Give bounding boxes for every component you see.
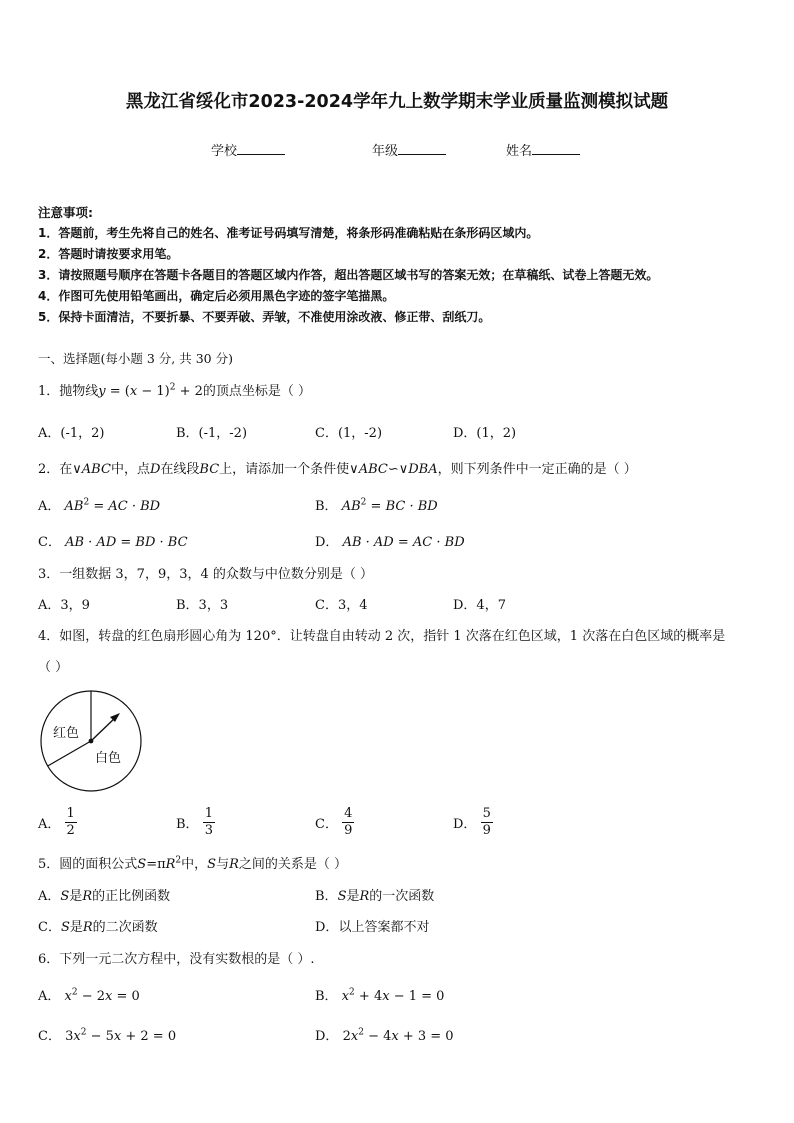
page-title: 黑龙江省绥化市2023-2024学年九上数学期末学业质量监测模拟试题 bbox=[125, 92, 669, 112]
school-blank bbox=[237, 142, 285, 155]
name-label: 姓名 bbox=[506, 144, 533, 159]
q3-option-a[interactable]: A．3，9 bbox=[38, 598, 90, 613]
spinner-center bbox=[89, 739, 94, 744]
q4-option-a[interactable] bbox=[38, 806, 77, 839]
sector-boundary-lower bbox=[48, 741, 91, 766]
option-label: C． bbox=[38, 920, 61, 935]
q4-option-c[interactable] bbox=[315, 806, 354, 839]
var-s: S bbox=[337, 889, 347, 904]
school-label: 学校 bbox=[211, 144, 238, 159]
var-r: R bbox=[82, 889, 93, 904]
q1-option-c[interactable]: C．(1，-2) bbox=[315, 426, 383, 441]
option-label: B． bbox=[315, 889, 338, 904]
text: 是 bbox=[69, 889, 83, 904]
text: 以上答案都不对 bbox=[338, 920, 430, 935]
q4-option-b[interactable] bbox=[176, 806, 215, 839]
option-label: A． bbox=[38, 889, 61, 904]
q5-option-c[interactable] bbox=[38, 916, 158, 935]
q1-option-d[interactable]: D．(1，2) bbox=[453, 426, 517, 441]
fraction bbox=[203, 806, 215, 839]
q2-option-d-formula: AB · AD = AC · BD bbox=[342, 535, 465, 550]
q6-option-d[interactable] bbox=[315, 1025, 454, 1044]
question-1 bbox=[38, 380, 311, 399]
red-sector-label: 红色 bbox=[53, 726, 80, 741]
numerator: 5 bbox=[482, 806, 491, 821]
denominator: 9 bbox=[344, 823, 353, 838]
q1-formula: y bbox=[98, 384, 106, 399]
q6-option-a-formula: $x^2 - 2x = 0$ bbox=[64, 987, 140, 1004]
grade-blank bbox=[398, 142, 446, 155]
text: 的正比例函数 bbox=[92, 889, 171, 904]
q2-t3: 在线段 bbox=[160, 462, 200, 477]
question-2 bbox=[38, 458, 637, 477]
option-label: B． bbox=[315, 989, 338, 1004]
q2-option-c[interactable] bbox=[38, 531, 188, 550]
q6-option-c[interactable] bbox=[38, 1025, 176, 1044]
q5-t3: 与 bbox=[216, 857, 230, 872]
question-4-paren: （ ） bbox=[38, 660, 69, 675]
var-r: R bbox=[82, 920, 93, 935]
school-field bbox=[211, 140, 285, 159]
q4-option-d[interactable] bbox=[453, 806, 493, 839]
q1-option-b[interactable]: B．(-1，-2) bbox=[176, 426, 248, 441]
text: 的二次函数 bbox=[92, 920, 158, 935]
option-label: D． bbox=[315, 1029, 339, 1044]
option-label: C． bbox=[38, 535, 61, 550]
numerator: 1 bbox=[204, 806, 213, 821]
grade-field bbox=[372, 140, 446, 159]
q2-option-a[interactable] bbox=[38, 495, 160, 514]
q3-option-b[interactable]: B．3，3 bbox=[176, 598, 229, 613]
q2-option-a-formula: $AB^2$ = AC · BD bbox=[64, 497, 161, 514]
q5-var-r: R bbox=[229, 857, 239, 872]
note-item: 1．答题前，考生先将自己的姓名、准考证号码填写清楚，将条形码准确粘贴在条形码区域内。 bbox=[38, 226, 539, 240]
option-label: C． bbox=[38, 1029, 61, 1044]
question-6: 6．下列一元二次方程中，没有实数根的是（ ）. bbox=[38, 952, 315, 967]
q2-segment-bc: BC bbox=[199, 462, 220, 477]
option-label: D． bbox=[315, 535, 339, 550]
q2-t1: 2．在 bbox=[38, 462, 73, 477]
q5-var-s: S bbox=[207, 857, 217, 872]
q2-option-b-formula: $AB^2$ = BC · BD bbox=[341, 497, 438, 514]
denominator: 2 bbox=[66, 823, 75, 838]
q5-formula: $S=\pi R^2$ bbox=[137, 855, 182, 872]
denominator: 9 bbox=[482, 823, 491, 838]
fraction bbox=[481, 806, 493, 839]
q2-similar: ∨ABC∽∨DBA bbox=[349, 462, 438, 477]
text: 的一次函数 bbox=[369, 889, 435, 904]
numerator: 4 bbox=[344, 806, 353, 821]
question-3: 3．一组数据 3，7，9，3，4 的众数与中位数分别是（ ） bbox=[38, 567, 374, 582]
option-label: A． bbox=[38, 989, 61, 1004]
q3-option-d[interactable]: D．4，7 bbox=[453, 598, 506, 613]
option-label: D． bbox=[315, 920, 339, 935]
section-heading: 一、选择题(每小题 3 分, 共 30 分) bbox=[38, 351, 233, 366]
q2-t4: 上，请添加一个条件使 bbox=[219, 462, 350, 477]
q3-option-c[interactable]: C．3，4 bbox=[315, 598, 368, 613]
q2-triangle-abc: ∨ABC bbox=[72, 462, 111, 477]
q2-t2: 中，点 bbox=[110, 462, 150, 477]
var-r: R bbox=[359, 889, 370, 904]
q6-option-a[interactable] bbox=[38, 985, 140, 1004]
option-label: A． bbox=[38, 817, 61, 832]
note-item: 4．作图可先使用铅笔画出，确定后必须用黑色字迹的签字笔描黑。 bbox=[38, 289, 395, 303]
q2-option-b[interactable] bbox=[315, 495, 438, 514]
q6-option-c-formula: $3x^2 - 5x + 2 = 0$ bbox=[65, 1027, 177, 1044]
grade-label: 年级 bbox=[372, 144, 399, 159]
spinner-figure bbox=[38, 690, 148, 800]
option-label: B． bbox=[176, 817, 199, 832]
var-s: S bbox=[60, 920, 70, 935]
q5-option-a[interactable] bbox=[38, 885, 170, 904]
option-label: A． bbox=[38, 499, 61, 514]
fraction bbox=[342, 806, 354, 839]
note-item: 3．请按照题号顺序在答题卡各题目的答题区域内作答，超出答题区域书写的答案无效；在草稿纸、试卷上答题无效。 bbox=[38, 268, 659, 282]
option-label: B． bbox=[315, 499, 338, 514]
q1-formula-rest: = $(x - 1)^2 + 2$ bbox=[105, 382, 203, 399]
q5-option-b[interactable] bbox=[315, 885, 434, 904]
q5-t4: 之间的关系是（ ） bbox=[238, 857, 348, 872]
q6-option-b-formula: $x^2 + 4x - 1 = 0$ bbox=[341, 987, 445, 1004]
numerator: 1 bbox=[66, 806, 75, 821]
fraction bbox=[65, 806, 77, 839]
question-4: 4．如图，转盘的红色扇形圆心角为 120°．让转盘自由转动 2 次，指针 1 次落在红色区域，1 次落在白色区域的概率是 bbox=[38, 629, 726, 644]
name-field bbox=[506, 140, 580, 159]
option-label: D． bbox=[453, 817, 477, 832]
q2-option-c-formula: AB · AD = BD · BC bbox=[65, 535, 188, 550]
q1-option-a[interactable]: A．(-1，2) bbox=[38, 426, 105, 441]
note-item: 2．答题时请按要求用笔。 bbox=[38, 247, 179, 261]
option-label: C． bbox=[315, 817, 338, 832]
q2-point-d: D bbox=[149, 462, 161, 477]
q2-t5: ，则下列条件中一定正确的是（ ） bbox=[437, 462, 637, 477]
question-5 bbox=[38, 853, 347, 872]
denominator: 3 bbox=[204, 823, 213, 838]
q5-t1: 5．圆的面积公式 bbox=[38, 857, 138, 872]
q5-t2: 中， bbox=[181, 857, 208, 872]
q2-option-d[interactable] bbox=[315, 531, 465, 550]
text: 是 bbox=[69, 920, 83, 935]
note-item: 5．保持卡面清洁，不要折暴、不要弄破、弄皱，不准使用涂改液、修正带、刮纸刀。 bbox=[38, 310, 491, 324]
var-s: S bbox=[60, 889, 70, 904]
q1-pre: 1．抛物线 bbox=[38, 384, 99, 399]
q5-option-d[interactable] bbox=[315, 916, 429, 935]
text: 是 bbox=[346, 889, 360, 904]
q6-option-b[interactable] bbox=[315, 985, 444, 1004]
white-sector-label: 白色 bbox=[95, 751, 122, 766]
q6-option-d-formula: $2x^2 - 4x + 3 = 0$ bbox=[342, 1027, 454, 1044]
notes-heading: 注意事项: bbox=[38, 205, 93, 220]
name-blank bbox=[532, 142, 580, 155]
q1-post: 的顶点坐标是（ ） bbox=[202, 384, 312, 399]
